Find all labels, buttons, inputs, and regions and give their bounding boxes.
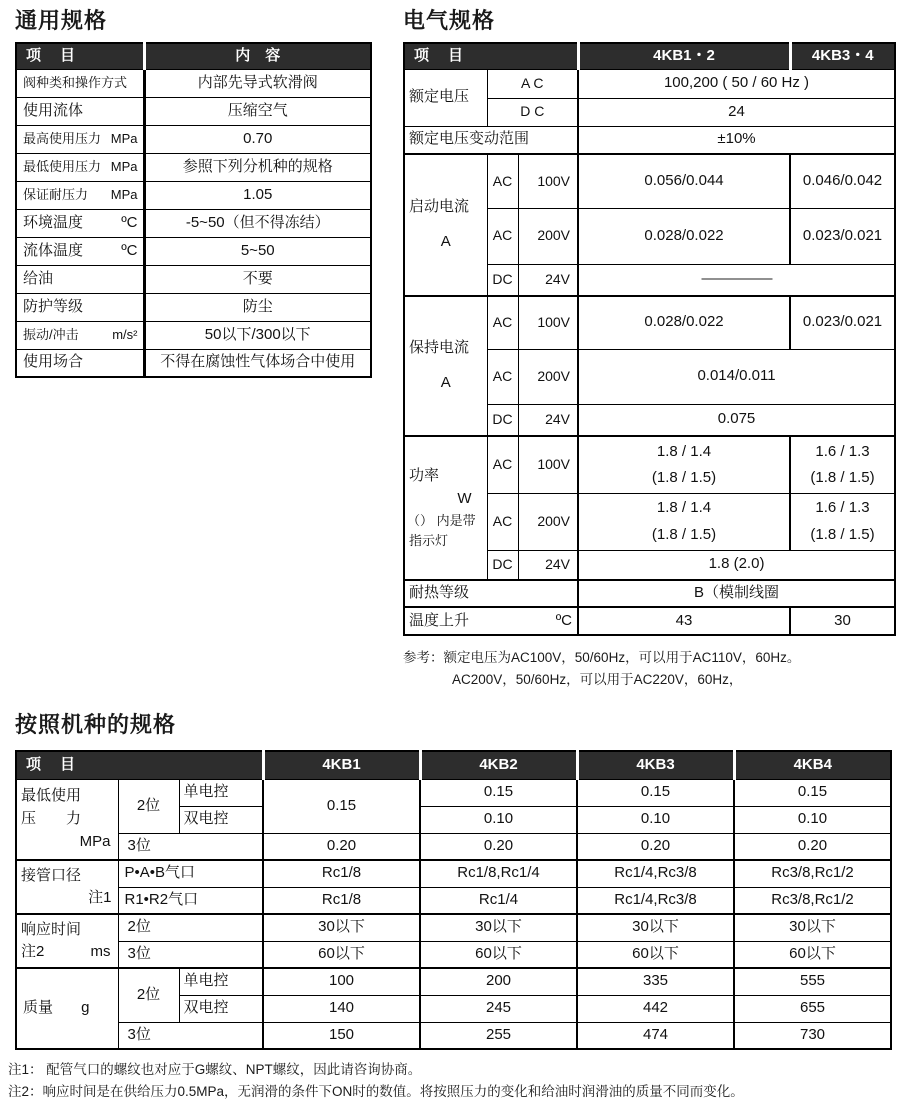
- rated-voltage-ac-row: [404, 69, 895, 98]
- min-pressure-3pos-row: [16, 833, 891, 860]
- general-label-cell: [16, 153, 144, 181]
- general-row-label: 最高使用压力: [23, 130, 102, 146]
- general-label-cell: [16, 293, 144, 321]
- power-label: 功率: [409, 467, 440, 484]
- port-size-pab-label-cell: P•A•B气口: [118, 860, 263, 887]
- general-label-cell: [16, 209, 144, 237]
- by-model-section-title: 按照机种的规格: [15, 712, 177, 737]
- port-size-pab-4kb1-cell: Rc1/8: [263, 860, 420, 887]
- min-pressure-label-line1: 最低使用: [21, 787, 82, 805]
- port-size-r1r2-4kb2-cell: Rc1/4: [420, 887, 577, 914]
- general-row-fluid-temp: [16, 237, 371, 265]
- heat-class-label-cell: 耐热等级: [404, 580, 578, 607]
- power-ac100-value34-cell: [790, 436, 895, 493]
- response-time-2pos-4kb2-cell: 30以下: [420, 914, 577, 941]
- power-ac100-value12-cell: [578, 436, 790, 493]
- general-value-cell: 压缩空气: [144, 97, 371, 125]
- general-row-label: 使用场合: [23, 353, 84, 371]
- temp-rise-row: [404, 607, 895, 635]
- min-pressure-3pos-4kb2-cell: 0.20: [420, 833, 577, 860]
- weight-double-label-cell: 双电控: [179, 995, 263, 1022]
- power-ac100-volt-cell: 100V: [518, 436, 578, 493]
- general-value-cell: 参照下列分机种的规格: [144, 153, 371, 181]
- electrical-header-item-cell: 项 目: [404, 43, 578, 69]
- power-value-line: 1.6 / 1.3: [815, 442, 870, 460]
- min-pressure-2pos-cell: 2位: [118, 779, 179, 833]
- general-specs-table: [15, 42, 372, 378]
- port-size-pab-4kb4-cell: Rc3/8,Rc1/2: [734, 860, 891, 887]
- power-note-line2: 指示灯: [409, 532, 449, 548]
- general-row-unit: MPa: [110, 158, 138, 174]
- general-row-label: 使用流体: [23, 101, 84, 119]
- inrush-ac200-value12-cell: 0.028/0.022: [578, 208, 790, 264]
- port-size-label-cell: [16, 860, 118, 914]
- electrical-section-title: 电气规格: [403, 8, 496, 33]
- min-pressure-double-4kb2-cell: 0.10: [420, 806, 577, 833]
- rated-voltage-dc-label-cell: D C: [487, 98, 578, 126]
- general-value-cell: 50以下/300以下: [144, 321, 371, 349]
- holding-dc24-type-cell: DC: [487, 404, 518, 436]
- min-pressure-3pos-4kb1-cell: 0.20: [263, 833, 420, 860]
- general-label-cell: [16, 349, 144, 377]
- general-value-cell: 0.70: [144, 125, 371, 153]
- power-value-line: 1.8 / 1.4: [656, 442, 712, 460]
- voltage-range-row: [404, 126, 895, 154]
- general-label-cell: [16, 321, 144, 349]
- general-row-label: 给油: [23, 269, 54, 287]
- general-row-unit: ºC: [121, 213, 138, 231]
- holding-ac100-row: [404, 296, 895, 349]
- general-row-min-pressure: [16, 153, 371, 181]
- weight-label-cell: [16, 968, 118, 1049]
- min-pressure-single-4kb2-cell: 0.15: [420, 779, 577, 806]
- port-size-r1r2-4kb4-cell: Rc3/8,Rc1/2: [734, 887, 891, 914]
- general-section-title: 通用规格: [15, 8, 108, 33]
- general-row-valve-type: [16, 69, 371, 97]
- min-pressure-double-4kb4-cell: 0.10: [734, 806, 891, 833]
- power-value-line: 1.6 / 1.3: [815, 499, 870, 517]
- footnote-2: 注2：响应时间是在供给压力0.5MPa，无润滑的条件下ON时的数值。将按照压力的变化和给油时润滑油的质量不同而变化。: [8, 1083, 744, 1099]
- min-pressure-label-cell: [16, 779, 118, 860]
- rated-voltage-ac-value-cell: 100,200 ( 50 / 60 Hz ): [578, 69, 895, 98]
- weight-double-4kb3-cell: 442: [577, 995, 734, 1022]
- port-size-r1r2-row: [16, 887, 891, 914]
- response-time-3pos-label-cell: 3位: [118, 941, 263, 968]
- port-size-note: 注1: [88, 888, 112, 906]
- inrush-ac100-row: [404, 154, 895, 208]
- port-size-r1r2-4kb1-cell: Rc1/8: [263, 887, 420, 914]
- general-row-lubrication: [16, 265, 371, 293]
- electrical-header-model12-cell: 4KB1・2: [578, 43, 790, 69]
- general-label-cell: [16, 181, 144, 209]
- general-value-cell: 1.05: [144, 181, 371, 209]
- response-time-3pos-4kb4-cell: 60以下: [734, 941, 891, 968]
- port-size-r1r2-4kb3-cell: Rc1/4,Rc3/8: [577, 887, 734, 914]
- by-model-header-row: [16, 751, 891, 779]
- weight-single-row: [16, 968, 891, 995]
- inrush-label: 启动电流: [409, 198, 470, 216]
- by-model-header-item-cell: 项 目: [16, 751, 263, 779]
- min-pressure-3pos-4kb4-cell: 0.20: [734, 833, 891, 860]
- weight-double-4kb2-cell: 245: [420, 995, 577, 1022]
- power-unit: W: [457, 489, 472, 507]
- inrush-ac200-volt-cell: 200V: [518, 208, 578, 264]
- response-time-label-cell: [16, 914, 118, 968]
- power-value-line: 1.8 / 1.4: [656, 499, 712, 517]
- response-time-2pos-4kb3-cell: 30以下: [577, 914, 734, 941]
- weight-single-4kb3-cell: 335: [577, 968, 734, 995]
- response-time-note: 注2: [21, 942, 45, 960]
- holding-label: 保持电流: [409, 339, 470, 357]
- by-model-header-4kb4-cell: 4KB4: [734, 751, 891, 779]
- power-value-line: (1.8 / 1.5): [651, 525, 717, 543]
- electrical-specs-table: [403, 42, 896, 636]
- general-row-unit: MPa: [110, 186, 138, 202]
- general-value-cell: 防尘: [144, 293, 371, 321]
- by-model-footnotes: [8, 1059, 891, 1102]
- holding-ac100-value34-cell: 0.023/0.021: [790, 296, 895, 349]
- inrush-ac100-volt-cell: 100V: [518, 154, 578, 208]
- voltage-range-value-cell: ±10%: [578, 126, 895, 154]
- weight-3pos-4kb3-cell: 474: [577, 1022, 734, 1049]
- by-model-header-4kb1-cell: 4KB1: [263, 751, 420, 779]
- min-pressure-3pos-cell: 3位: [118, 833, 263, 860]
- temp-rise-value34-cell: 30: [790, 607, 895, 635]
- general-value-cell: 5~50: [144, 237, 371, 265]
- electrical-header-row: [404, 43, 895, 69]
- power-dc24-volt-cell: 24V: [518, 550, 578, 580]
- inrush-ac200-type-cell: AC: [487, 208, 518, 264]
- weight-single-4kb1-cell: 100: [263, 968, 420, 995]
- weight-double-4kb4-cell: 655: [734, 995, 891, 1022]
- power-value-line: (1.8 / 1.5): [810, 468, 875, 486]
- weight-2pos-cell: 2位: [118, 968, 179, 1022]
- power-ac200-value34-cell: [790, 493, 895, 550]
- general-row-unit: m/s²: [112, 326, 138, 342]
- by-model-header-4kb3-cell: 4KB3: [577, 751, 734, 779]
- by-model-header-4kb2-cell: 4KB2: [420, 751, 577, 779]
- response-time-3pos-row: [16, 941, 891, 968]
- inrush-dc24-type-cell: DC: [487, 264, 518, 296]
- holding-ac200-type-cell: AC: [487, 349, 518, 404]
- weight-3pos-4kb2-cell: 255: [420, 1022, 577, 1049]
- inrush-ac100-value34-cell: 0.046/0.042: [790, 154, 895, 208]
- rated-voltage-ac-label-cell: A C: [487, 69, 578, 98]
- min-pressure-3pos-4kb3-cell: 0.20: [577, 833, 734, 860]
- power-value-line: (1.8 / 1.5): [651, 468, 717, 486]
- holding-dc24-volt-cell: 24V: [518, 404, 578, 436]
- general-label-cell: [16, 125, 144, 153]
- general-row-label: 最低使用压力: [23, 158, 102, 174]
- inrush-ac100-value12-cell: 0.056/0.044: [578, 154, 790, 208]
- reference-note-line2: AC200V，50/60Hz，可以用于AC220V，60Hz，: [452, 671, 743, 687]
- inrush-dc24-volt-cell: 24V: [518, 264, 578, 296]
- min-pressure-single-row: [16, 779, 891, 806]
- holding-ac200-value-cell: 0.014/0.011: [578, 349, 895, 404]
- general-row-vibration: [16, 321, 371, 349]
- response-time-2pos-label-cell: 2位: [118, 914, 263, 941]
- heat-class-row: [404, 580, 895, 607]
- general-row-fluid: [16, 97, 371, 125]
- response-time-label: 响应时间: [21, 920, 82, 938]
- general-row-unit: ºC: [121, 241, 138, 259]
- general-label-cell: [16, 265, 144, 293]
- heat-class-value-cell: B（模制线圈: [578, 580, 895, 607]
- power-value-line: (1.8 / 1.5): [810, 525, 875, 543]
- general-header-item-cell: 项 目: [16, 43, 144, 69]
- power-dc24-type-cell: DC: [487, 550, 518, 580]
- weight-single-4kb4-cell: 555: [734, 968, 891, 995]
- general-row-label: 环境温度: [23, 213, 84, 231]
- general-header-content-cell: 内 容: [144, 43, 371, 69]
- holding-label-cell: [404, 296, 487, 436]
- general-value-cell: 不要: [144, 265, 371, 293]
- power-label-cell: [404, 436, 487, 580]
- electrical-reference-note: [403, 647, 894, 690]
- port-size-pab-4kb2-cell: Rc1/8,Rc1/4: [420, 860, 577, 887]
- general-row-label: 保证耐压力: [23, 186, 89, 202]
- response-time-2pos-4kb1-cell: 30以下: [263, 914, 420, 941]
- weight-unit: g: [81, 999, 90, 1017]
- min-pressure-unit: MPa: [79, 832, 111, 850]
- by-model-specs-table: [15, 750, 892, 1050]
- power-ac100-type-cell: AC: [487, 436, 518, 493]
- rated-voltage-dc-value-cell: 24: [578, 98, 895, 126]
- min-pressure-single-4kb4-cell: 0.15: [734, 779, 891, 806]
- min-pressure-4kb1-cell: 0.15: [263, 779, 420, 833]
- weight-double-4kb1-cell: 140: [263, 995, 420, 1022]
- weight-3pos-label-cell: 3位: [118, 1022, 263, 1049]
- response-time-unit: ms: [90, 942, 111, 960]
- inrush-unit: A: [440, 233, 451, 250]
- general-label-cell: [16, 69, 144, 97]
- general-value-cell: 内部先导式软滑阀: [144, 69, 371, 97]
- power-ac200-volt-cell: 200V: [518, 493, 578, 550]
- power-ac100-row: [404, 436, 895, 493]
- power-ac200-type-cell: AC: [487, 493, 518, 550]
- electrical-header-model34-cell: 4KB3・4: [790, 43, 895, 69]
- general-row-environment: [16, 349, 371, 377]
- general-header-row: [16, 43, 371, 69]
- response-time-3pos-4kb3-cell: 60以下: [577, 941, 734, 968]
- min-pressure-double-4kb3-cell: 0.10: [577, 806, 734, 833]
- temp-rise-label: 温度上升: [409, 611, 470, 629]
- reference-note-line1: 参考：额定电压为AC100V，50/60Hz，可以用于AC110V，60Hz。: [403, 650, 801, 665]
- inrush-dc24-value-cell: —————: [578, 264, 895, 296]
- response-time-3pos-4kb1-cell: 60以下: [263, 941, 420, 968]
- inrush-ac200-value34-cell: 0.023/0.021: [790, 208, 895, 264]
- general-row-label: 防护等级: [23, 297, 84, 315]
- inrush-ac100-type-cell: AC: [487, 154, 518, 208]
- weight-3pos-4kb4-cell: 730: [734, 1022, 891, 1049]
- general-row-label: 振动/冲击: [23, 326, 79, 342]
- weight-single-4kb2-cell: 200: [420, 968, 577, 995]
- footnote-1: 注1： 配管气口的螺纹也对应于G螺纹、NPT螺纹，因此请咨询协商。: [8, 1062, 422, 1077]
- electrical-specs-section: [403, 4, 894, 690]
- inrush-label-cell: [404, 154, 487, 296]
- general-row-proof-pressure: [16, 181, 371, 209]
- weight-label: 质量: [23, 999, 54, 1017]
- voltage-range-label-cell: 额定电压变动范围: [404, 126, 578, 154]
- min-pressure-single-4kb3-cell: 0.15: [577, 779, 734, 806]
- by-model-specs-section: [8, 708, 891, 1102]
- min-pressure-double-label-cell: 双电控: [179, 806, 263, 833]
- port-size-pab-4kb3-cell: Rc1/4,Rc3/8: [577, 860, 734, 887]
- port-size-r1r2-label-cell: R1•R2气口: [118, 887, 263, 914]
- holding-ac100-volt-cell: 100V: [518, 296, 578, 349]
- holding-ac200-volt-cell: 200V: [518, 349, 578, 404]
- rated-voltage-label-cell: 额定电压: [404, 69, 487, 126]
- port-size-label: 接管口径: [21, 866, 82, 884]
- holding-unit: A: [440, 374, 451, 391]
- general-specs-section: [15, 4, 371, 378]
- general-row-ambient-temp: [16, 209, 371, 237]
- power-ac200-value12-cell: [578, 493, 790, 550]
- general-label-cell: [16, 97, 144, 125]
- weight-3pos-row: [16, 1022, 891, 1049]
- general-row-unit: MPa: [110, 130, 138, 146]
- power-dc24-value-cell: 1.8 (2.0): [578, 550, 895, 580]
- general-value-cell: -5~50（但不得冻结）: [144, 209, 371, 237]
- general-row-protection: [16, 293, 371, 321]
- temp-rise-value12-cell: 43: [578, 607, 790, 635]
- min-pressure-single-label-cell: 单电控: [179, 779, 263, 806]
- general-value-cell: 不得在腐蚀性气体场合中使用: [144, 349, 371, 377]
- holding-dc24-value-cell: 0.075: [578, 404, 895, 436]
- weight-single-label-cell: 单电控: [179, 968, 263, 995]
- response-time-2pos-4kb4-cell: 30以下: [734, 914, 891, 941]
- holding-ac100-type-cell: AC: [487, 296, 518, 349]
- power-note-line1: （） 内是带: [407, 512, 476, 528]
- response-time-2pos-row: [16, 914, 891, 941]
- weight-3pos-4kb1-cell: 150: [263, 1022, 420, 1049]
- temp-rise-label-cell: [404, 607, 578, 635]
- general-row-label: 流体温度: [23, 241, 84, 259]
- general-row-label: 阀种类和操作方式: [23, 74, 128, 90]
- port-size-pab-row: [16, 860, 891, 887]
- holding-ac100-value12-cell: 0.028/0.022: [578, 296, 790, 349]
- general-row-max-pressure: [16, 125, 371, 153]
- min-pressure-label-line2: 压 力: [21, 809, 82, 827]
- response-time-3pos-4kb2-cell: 60以下: [420, 941, 577, 968]
- general-label-cell: [16, 237, 144, 265]
- temp-rise-unit: ºC: [555, 611, 573, 629]
